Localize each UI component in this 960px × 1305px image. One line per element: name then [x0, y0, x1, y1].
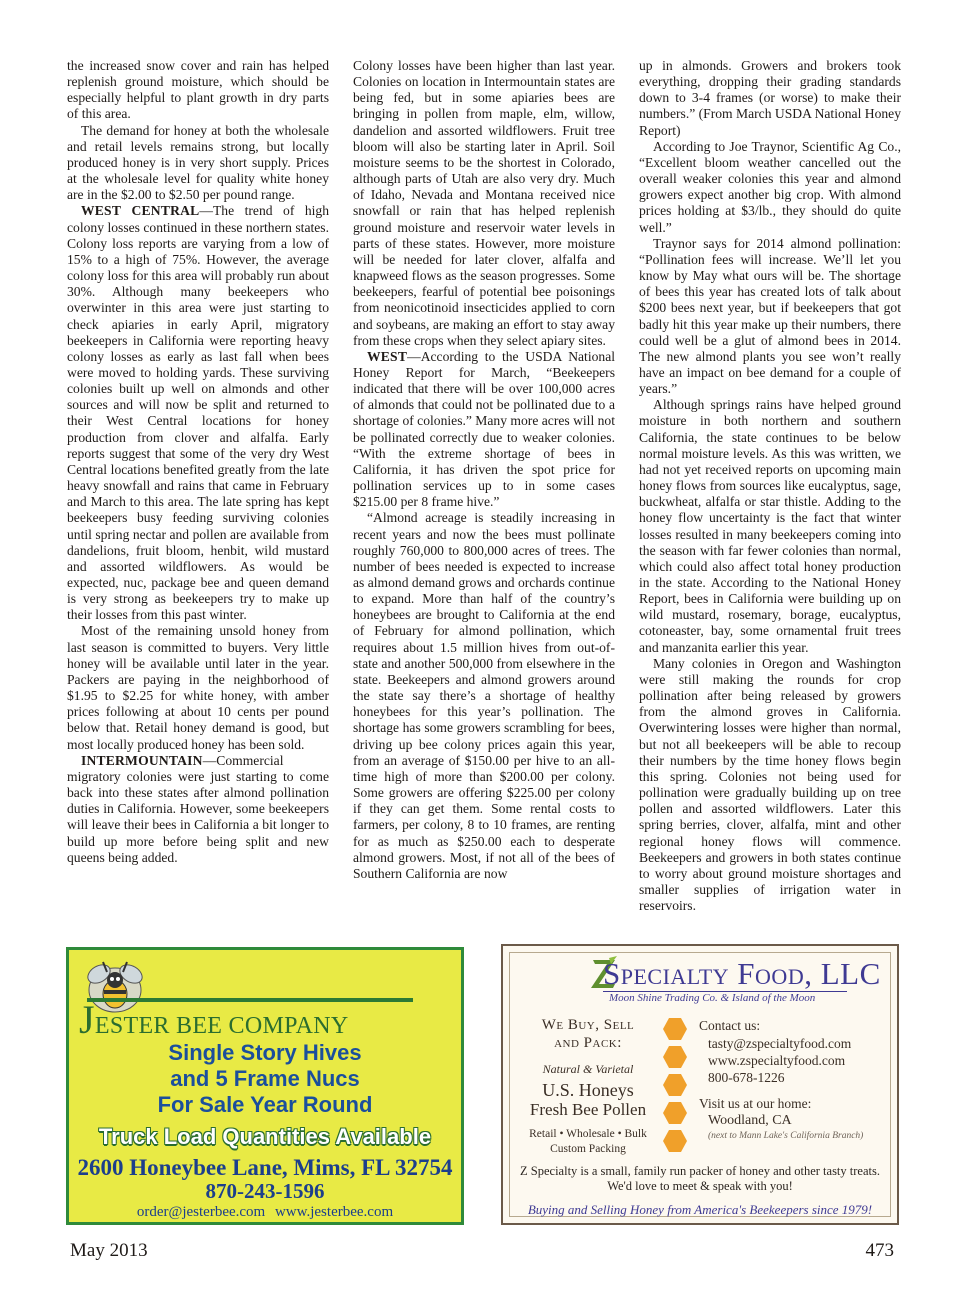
ad-line-2: and 5 Frame Nucs — [170, 1066, 360, 1091]
paragraph-text: —Commercial migratory colonies were just starting to come back into these states after almond pollination duties in California. However, some beekeepers will leave their bees in California a bit longer to build up more before being split and new queens being added. — [67, 752, 329, 865]
bee-pollen-label: Fresh Bee Pollen — [529, 1100, 647, 1119]
website-link[interactable]: www.zspecialtyfood.com — [708, 1053, 846, 1068]
ad-line-1: Single Story Hives — [168, 1040, 362, 1065]
divider — [87, 998, 413, 1002]
paragraph — [67, 753, 329, 866]
jester-bee-advertisement[interactable] — [66, 947, 464, 1225]
hexagon-column — [663, 1018, 693, 1158]
company-blurb: Z Specialty is a small, family run packer of honey and other tasty treats. We'd love to meet & speak with you! — [520, 1164, 880, 1193]
paragraph-text: —According to the USDA National Honey Report for March, “Beekeepers indicated that there will be over 100,000 acres of almonds that could not be pollinated due to a shortage of colonies.” Many more acres will not be pollinated correctly due to weaker colonies. “With the extreme shortage of bees in California, it has driven the spot price for pollination services up to in some cases $215.00 per 8 frame hive.” — [353, 348, 615, 510]
article-column-1 — [67, 58, 329, 866]
region-heading-intermountain: INTERMOUNTAIN — [81, 752, 203, 768]
phone-number: 800-678-1226 — [708, 1070, 785, 1085]
issue-date: May 2013 — [70, 1240, 148, 1261]
z-specialty-food-advertisement[interactable] — [501, 944, 899, 1225]
paragraph: The demand for honey at both the wholesale and retail levels remains strong, but locally produced honey is in very short supply. Prices at the wholesale level for quality white honey are in the $2.00 to $2.50 per pound range. — [67, 122, 329, 203]
address: 2600 Honeybee Lane, Mims, FL 32754 — [77, 1155, 453, 1180]
paragraph — [353, 349, 615, 511]
hexagon-icon — [663, 1130, 687, 1152]
truck-load-banner: Truck Load Quantities Available — [98, 1124, 432, 1149]
hexagon-icon — [663, 1046, 687, 1068]
region-heading-west-central: WEST CENTRAL — [81, 203, 200, 219]
custom-packing-label: Custom Packing — [550, 1143, 626, 1155]
paragraph — [67, 203, 329, 623]
natural-varietal-label: Natural & Varietal — [542, 1062, 634, 1076]
paragraph: “Almond acreage is steadily increasing in recent years and now the bees must pollinate roughly 760,000 to 800,000 acres of trees. The number of bees needed is expected to increase as almond demand grows and orchards continue to expand. More than half of the country’s honeybees are brought to California at the end of February for almond pollination, which requires about 1.5 million hives from out-of-state and another 500,000 from elsewhere in the state. Beekeepers and almond growers around the state say there’s a shortage of healthy honeybees for this year’s pollination. The shortage has some growers scrambling for bees, driving up bee colony prices again this year, from an average of $150.00 per hive to an all-time high of more than $200.00 per colony. Some growers are offering $225.00 per colony if they can get them. Some rental costs to farmers, per colony, 8 to 10 frames, are renting for as much as $250.00 each to desperate almond growers. Most, if not all of the bees of Southern California are now — [353, 510, 615, 881]
contact-links[interactable]: order@jesterbee.com www.jesterbee.com — [136, 1204, 394, 1220]
email-link[interactable]: tasty@zspecialtyfood.com — [708, 1036, 852, 1051]
services-heading-line: and Pack: — [554, 1035, 622, 1051]
visit-label: Visit us at our home: — [699, 1096, 812, 1111]
contact-label: Contact us: — [699, 1018, 761, 1033]
paragraph: Many colonies in Oregon and Washington were still making the rounds for crop pollination after being released by growers from the almond groves in California. Overwintering losses were higher than normal, but not all beekeepers will be able to recoup their numbers by the time honey flows begin this spring. Colonies not being used for pollination were gradually building up on tree pollen and assorted wildflowers. Later this spring berries, clover, alfalfa, mint and other regional honey flows will commence. Beekeepers and growers in both states continue to worry about ground moisture shortages and smaller supplies of irrigation water in reservoirs. — [639, 655, 901, 914]
paragraph: Most of the remaining unsold honey from last season is committed to buyers. Very little honey will be available until later in the year. Packers are paying in the neighborhood of $1.95 to $2.25 for white honey, with amber prices following at about 10 cents per pound below that. Retail honey demand is good, but most locally produced honey has been sold. — [67, 623, 329, 752]
us-honeys-label: U.S. Honeys — [542, 1080, 634, 1100]
paragraph: up in almonds. Growers and brokers took everything, dropping their grading standards down to 3-4 frames (or worse) to make their numbers.” (From March USDA National Honey Report) — [639, 58, 902, 138]
region-heading-west: WEST — [367, 348, 408, 364]
slogan: Buying and Selling Honey from America's Beekeepers since 1979! — [527, 1202, 873, 1217]
page-number: 473 — [865, 1240, 894, 1261]
paragraph: the increased snow cover and rain has helped replenish ground moisture, which should be especially helpful to plant growth in dry parts of this area. — [67, 58, 329, 122]
retail-wholesale-label: Retail • Wholesale • Bulk — [529, 1128, 647, 1140]
paragraph: Colony losses have been higher than last year. Colonies on location in Intermountain states are being fed, but in some apiaries bees are bringing in pollen from maple, elm, willow, dandelion and assorted wildflowers. Fruit tree bloom will also be starting later in April. Soil moisture seems to be the shortest in Colorado, although parts of Utah are also very dry. Much of Idaho, Nevada and Montana received nice snowfall or rain that has helped replenish ground moisture and reservoir water levels in parts of these states. However, more moisture will be needed for later clover, alfalfa and knapweed flows as the season progresses. Some beekeepers, fearful of potential bee poisonings from neonicotinoid insecticides applied to corn and soybeans, are making an effort to stay away from these crops when they select apiary sites. — [353, 58, 615, 348]
services-heading-line: We Buy, Sell — [541, 1017, 635, 1033]
paragraph: Although springs rains have helped ground moisture in both northern and southern California, the state continues to be below normal moisture levels. As this was written, we had not yet received reports on upcoming main honey flows from sources like eucalyptus, sage, buckwheat, alfalfa or star thistle. Adding to the honey flow uncertainty is the fact that winter losses resulted in many beekeepers coming into the season with far fewer colonies than normal, which could also affect total honey production in the state. According to the National Honey Report, bees in California were building up on wild mustard, rosemary, borage, eucalyptus, cotoneaster, bay, some ornamental fruit trees and manzanita earlier this year. — [639, 397, 901, 655]
paragraph: According to Joe Traynor, Scientific Ag Co., “Excellent bloom weather cancelled out the overall weaker colonies this year and almond growers expect another big crop. With almond prices holding at $3/lb., they should do quite well.” — [639, 138, 901, 235]
hexagon-icon — [663, 1018, 687, 1040]
article-column-2 — [353, 58, 615, 882]
company-name: Specialty Food, LLC — [603, 956, 881, 991]
hexagon-icon — [663, 1102, 687, 1124]
location-note: (next to Mann Lake's California Branch) — [708, 1131, 864, 1141]
ad-line-3: For Sale Year Round — [157, 1092, 373, 1117]
company-initial: J — [79, 997, 95, 1042]
company-name — [79, 997, 349, 1042]
paragraph-text: —The trend of high colony losses continued in these northern states. Colony loss reports are varying from a low of 15% to a high of 75%. However, the average colony loss for this area will probably run about 30%. Although many beekeepers who overwinter in this area were just starting to check apiaries in early April, migratory beekeepers in California were reporting heavy colony losses as early as last fall when bees were moved to holding yards. These surviving colonies built up well on almonds and other sources and will now be split and returned to their West Central locations for honey production from clover and alfalfa. Early reports suggest that some of the very dry West Central locations benefited greatly from the late heavy snowfall and rains that came in February and March to this area. The late spring has kept beekeepers busy feeding surviving colonies until spring nectar and pollen are available from dandelions, fruit bloom, henbit, wild mustard and assorted wildflowers. As would be expected, nuc, package bee and queen demand is very strong as beekeepers try to make up their losses from this past winter. — [67, 203, 329, 623]
company-name-rest: ESTER BEE COMPANY — [94, 1013, 349, 1039]
tagline: Moon Shine Trading Co. & Island of the Moon — [609, 992, 816, 1004]
hexagon-icon — [663, 1074, 687, 1096]
services-heading — [513, 1016, 663, 1052]
article-column-3 — [639, 58, 901, 914]
phone-number: 870-243-1596 — [205, 1179, 325, 1203]
paragraph: Traynor says for 2014 almond pollination: “Pollination fees will increase. We’ll let you know by May what ours will be. The shortage of bees this year has created lots of talk about $200 bees next year, but if beekeepers that got badly hit this year make up their numbers, there could well be a glut of almond bees in 2014. The new almond plants you see won’t really have an impact on bee demand for a couple of years.” — [639, 235, 901, 397]
location: Woodland, CA — [708, 1113, 792, 1128]
